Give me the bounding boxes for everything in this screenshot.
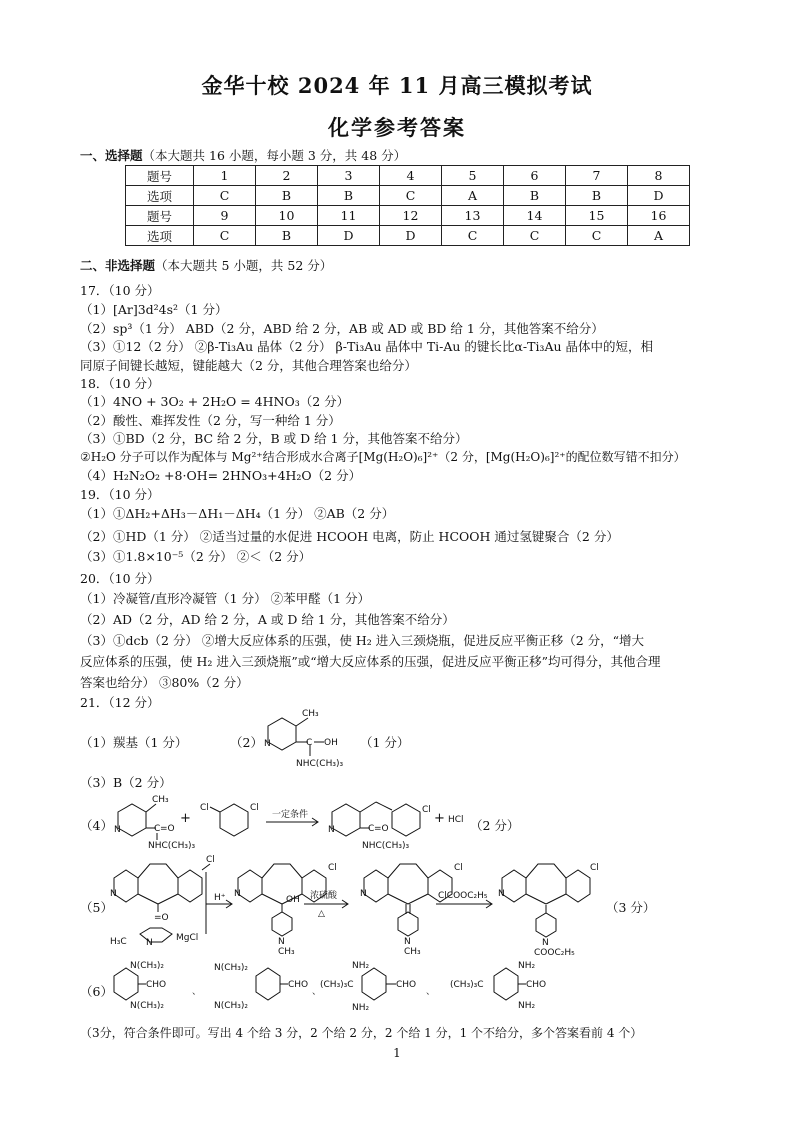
table-cell: B: [318, 186, 380, 206]
svg-text:N: N: [114, 825, 121, 835]
q20-heading: 20．（10 分）: [80, 571, 160, 586]
svg-text:CH₃: CH₃: [404, 947, 421, 957]
table-cell: B: [504, 186, 566, 206]
table-cell: B: [566, 186, 628, 206]
svg-text:NH₂: NH₂: [352, 961, 370, 971]
svg-text:△: △: [318, 909, 325, 919]
table-cell: C: [380, 186, 442, 206]
svg-text:N: N: [498, 889, 505, 899]
svg-text:NH₂: NH₂: [352, 1003, 370, 1013]
q21-6-label: （6）: [80, 984, 113, 999]
page-number: 1: [393, 1046, 401, 1060]
svg-text:NH₂: NH₂: [518, 1001, 536, 1011]
svg-text:+: +: [434, 811, 445, 826]
q21-5-label: （5）: [80, 900, 113, 915]
svg-text:C: C: [306, 738, 313, 748]
table-row: [126, 166, 690, 186]
q20-1: （1）冷凝管/直形冷凝管（1 分） ②苯甲醛（1 分）: [80, 591, 370, 606]
table-row-header: 选项: [126, 226, 194, 246]
svg-text:+: +: [180, 811, 191, 826]
q20-2: （2）AD（2 分，AD 给 2 分，A 或 D 给 1 分，其他答案不给分）: [80, 612, 455, 627]
table-row: [126, 226, 690, 246]
q17-heading: 17．（10 分）: [80, 283, 160, 298]
q18-1: （1）4NO + 3O₂ + 2H₂O = 4HNO₃（2 分）: [80, 394, 350, 409]
table-row: [126, 186, 690, 206]
table-cell: C: [504, 226, 566, 246]
svg-text:CH₃: CH₃: [278, 947, 295, 957]
svg-text:N(CH₃)₂: N(CH₃)₂: [214, 1001, 249, 1011]
svg-text:N: N: [542, 938, 549, 948]
answer-table: [125, 165, 690, 246]
svg-text:N(CH₃)₂: N(CH₃)₂: [214, 963, 249, 973]
svg-text:ClCOOC₂H₅: ClCOOC₂H₅: [438, 891, 488, 901]
q21-5-product-ring: [520, 905, 600, 955]
svg-text:(CH₃)₃C: (CH₃)₃C: [320, 980, 354, 990]
q21-heading: 21．（12 分）: [80, 695, 160, 710]
svg-text:CH₃: CH₃: [302, 709, 319, 719]
table-cell: A: [628, 226, 690, 246]
q21-2-label: （2）: [230, 735, 263, 750]
svg-text:、: 、: [426, 987, 436, 997]
q17-3b: 同原子间键长越短，键能越大（2 分，其他合理答案也给分）: [80, 358, 417, 373]
q19-heading: 19．（10 分）: [80, 487, 160, 502]
svg-text:(CH₃)₃C: (CH₃)₃C: [450, 980, 484, 990]
table-cell: 16: [628, 206, 690, 226]
table-row-header: 题号: [126, 166, 194, 186]
q18-2: （2）酸性、难挥发性（2 分，写一种给 1 分）: [80, 413, 341, 428]
q17-2: （2）sp³（1 分） ABD（2 分，ABD 给 2 分，AB 或 AD 或 BD 给 1 分，其他答案不给分）: [80, 321, 604, 336]
q18-4: （4）H₂N₂O₂ +8·OH= 2HNO₃+4H₂O（2 分）: [80, 468, 362, 483]
q20-3: （3）①dcb（2 分） ②增大反应体系的压强，使 H₂ 进入三颈烧瓶，促进反应平衡正移（2 分，“增大: [80, 633, 645, 648]
svg-text:、: 、: [192, 987, 202, 997]
q21-4-label: （4）: [80, 818, 113, 833]
q19-1: （1）①ΔH₂+ΔH₃－ΔH₁－ΔH₄（1 分） ②AB（2 分）: [80, 506, 395, 521]
svg-text:N: N: [328, 825, 335, 835]
table-cell: 6: [504, 166, 566, 186]
q21-1: （1）羰基（1 分）: [80, 735, 188, 750]
svg-text:CH₃: CH₃: [152, 795, 169, 805]
svg-text:CHO: CHO: [526, 980, 547, 990]
q21-5-score: （3 分）: [606, 900, 656, 915]
svg-text:Cl: Cl: [422, 805, 431, 815]
q20-3b: 反应体系的压强，使 H₂ 进入三颈烧瓶”或“增大反应体系的压强，促进反应平衡正移”均可得分，其他合理: [80, 654, 661, 669]
table-cell: 12: [380, 206, 442, 226]
table-cell: 11: [318, 206, 380, 226]
svg-text:Cl: Cl: [454, 863, 463, 873]
svg-text:N: N: [360, 889, 367, 899]
table-cell: 15: [566, 206, 628, 226]
svg-text:=O: =O: [154, 913, 169, 923]
svg-text:N: N: [110, 889, 117, 899]
section1-heading: 一、选择题（本大题共 16 小题，每小题 3 分，共 48 分）: [80, 148, 407, 163]
svg-text:OH: OH: [286, 895, 300, 905]
svg-text:N: N: [264, 739, 271, 749]
svg-text:NH₂: NH₂: [518, 961, 536, 971]
table-cell: 2: [256, 166, 318, 186]
table-cell: B: [256, 226, 318, 246]
table-cell: A: [442, 186, 504, 206]
svg-text:CHO: CHO: [146, 980, 167, 990]
q20-3c: 答案也给分） ③80%（2 分）: [80, 675, 249, 690]
page-subtitle: 化学参考答案: [328, 115, 466, 140]
table-cell: B: [256, 186, 318, 206]
table-row: [126, 206, 690, 226]
table-cell: C: [194, 226, 256, 246]
svg-text:NHC(CH₃)₃: NHC(CH₃)₃: [148, 841, 196, 851]
svg-text:=O: =O: [160, 824, 175, 834]
q19-2: （2）①HD（1 分） ②适当过量的水促进 HCOOH 电离，防止 HCOOH 通过氢键聚合（2 分）: [80, 529, 619, 544]
table-cell: D: [318, 226, 380, 246]
q21-2-score: （1 分）: [360, 735, 410, 750]
table-cell: 4: [380, 166, 442, 186]
svg-text:浓硫酸: 浓硫酸: [310, 891, 338, 901]
svg-text:CHO: CHO: [396, 980, 417, 990]
table-cell: 13: [442, 206, 504, 226]
svg-text:、: 、: [312, 987, 322, 997]
svg-text:COOC₂H₅: COOC₂H₅: [534, 948, 575, 955]
svg-text:H⁺: H⁺: [214, 893, 226, 903]
table-cell: 5: [442, 166, 504, 186]
svg-text:MgCl: MgCl: [176, 933, 199, 943]
svg-text:N: N: [404, 937, 411, 947]
table-cell: D: [628, 186, 690, 206]
svg-text:OH: OH: [324, 738, 338, 748]
svg-text:Cl: Cl: [590, 863, 599, 873]
table-cell: C: [194, 186, 256, 206]
svg-text:HCl: HCl: [448, 815, 464, 825]
svg-text:Cl: Cl: [206, 855, 215, 865]
table-cell: 8: [628, 166, 690, 186]
svg-text:=O: =O: [374, 824, 389, 834]
svg-text:Cl: Cl: [200, 803, 209, 813]
page-title: 金华十校 2024 年 11 月高三模拟考试: [201, 73, 593, 98]
svg-text:NHC(CH₃)₃: NHC(CH₃)₃: [296, 759, 344, 769]
q21-6-isomers: [106, 956, 586, 1022]
svg-text:N(CH₃)₂: N(CH₃)₂: [130, 1001, 165, 1011]
svg-text:C: C: [154, 824, 161, 834]
svg-text:N(CH₃)₂: N(CH₃)₂: [130, 961, 165, 971]
svg-text:N: N: [146, 938, 153, 948]
svg-text:N: N: [278, 937, 285, 947]
q18-3b: ②H₂O 分子可以作为配体与 Mg²⁺结合形成水合离子[Mg(H₂O)₆]²⁺（2 分，[Mg(H₂O)₆]²⁺的配位数写错不扣分）: [80, 450, 686, 464]
svg-text:N: N: [234, 889, 241, 899]
table-cell: 3: [318, 166, 380, 186]
svg-text:一定条件: 一定条件: [272, 810, 309, 820]
table-cell: D: [380, 226, 442, 246]
svg-text:Cl: Cl: [328, 863, 337, 873]
table-cell: 10: [256, 206, 318, 226]
table-cell: 14: [504, 206, 566, 226]
table-cell: C: [566, 226, 628, 246]
svg-text:C: C: [368, 824, 375, 834]
svg-text:H₃C: H₃C: [110, 937, 127, 947]
q18-heading: 18．（10 分）: [80, 376, 160, 391]
q21-3: （3）B（2 分）: [80, 775, 172, 790]
table-cell: 9: [194, 206, 256, 226]
svg-text:NHC(CH₃)₃: NHC(CH₃)₃: [362, 841, 410, 851]
svg-text:CHO: CHO: [288, 980, 309, 990]
table-row-header: 选项: [126, 186, 194, 206]
svg-text:Cl: Cl: [250, 803, 259, 813]
q18-3: （3）①BD（2 分，BC 给 2 分，B 或 D 给 1 分，其他答案不给分）: [80, 431, 468, 446]
table-cell: 7: [566, 166, 628, 186]
q21-4-score: （2 分）: [470, 818, 520, 833]
q17-1: （1）[Ar]3d²4s²（1 分）: [80, 302, 228, 317]
q21-6-note: （3分，符合条件即可。写出 4 个给 3 分，2 个给 2 分，2 个给 1 分，1 个不给分，多个答案看前 4 个）: [80, 1026, 643, 1040]
section2-heading: 二、非选择题（本大题共 5 小题，共 52 分）: [80, 258, 333, 273]
q19-3: （3）①1.8×10⁻⁵（2 分） ②＜（2 分）: [80, 549, 312, 564]
table-cell: C: [442, 226, 504, 246]
q21-5-cl-end: [590, 848, 620, 878]
table-cell: 1: [194, 166, 256, 186]
q17-3: （3）①12（2 分） ②β-Ti₃Au 晶体（2 分） β-Ti₃Au 晶体中 Ti-Au 的键长比α-Ti₃Au 晶体中的短，相: [80, 339, 653, 354]
table-row-header: 题号: [126, 206, 194, 226]
